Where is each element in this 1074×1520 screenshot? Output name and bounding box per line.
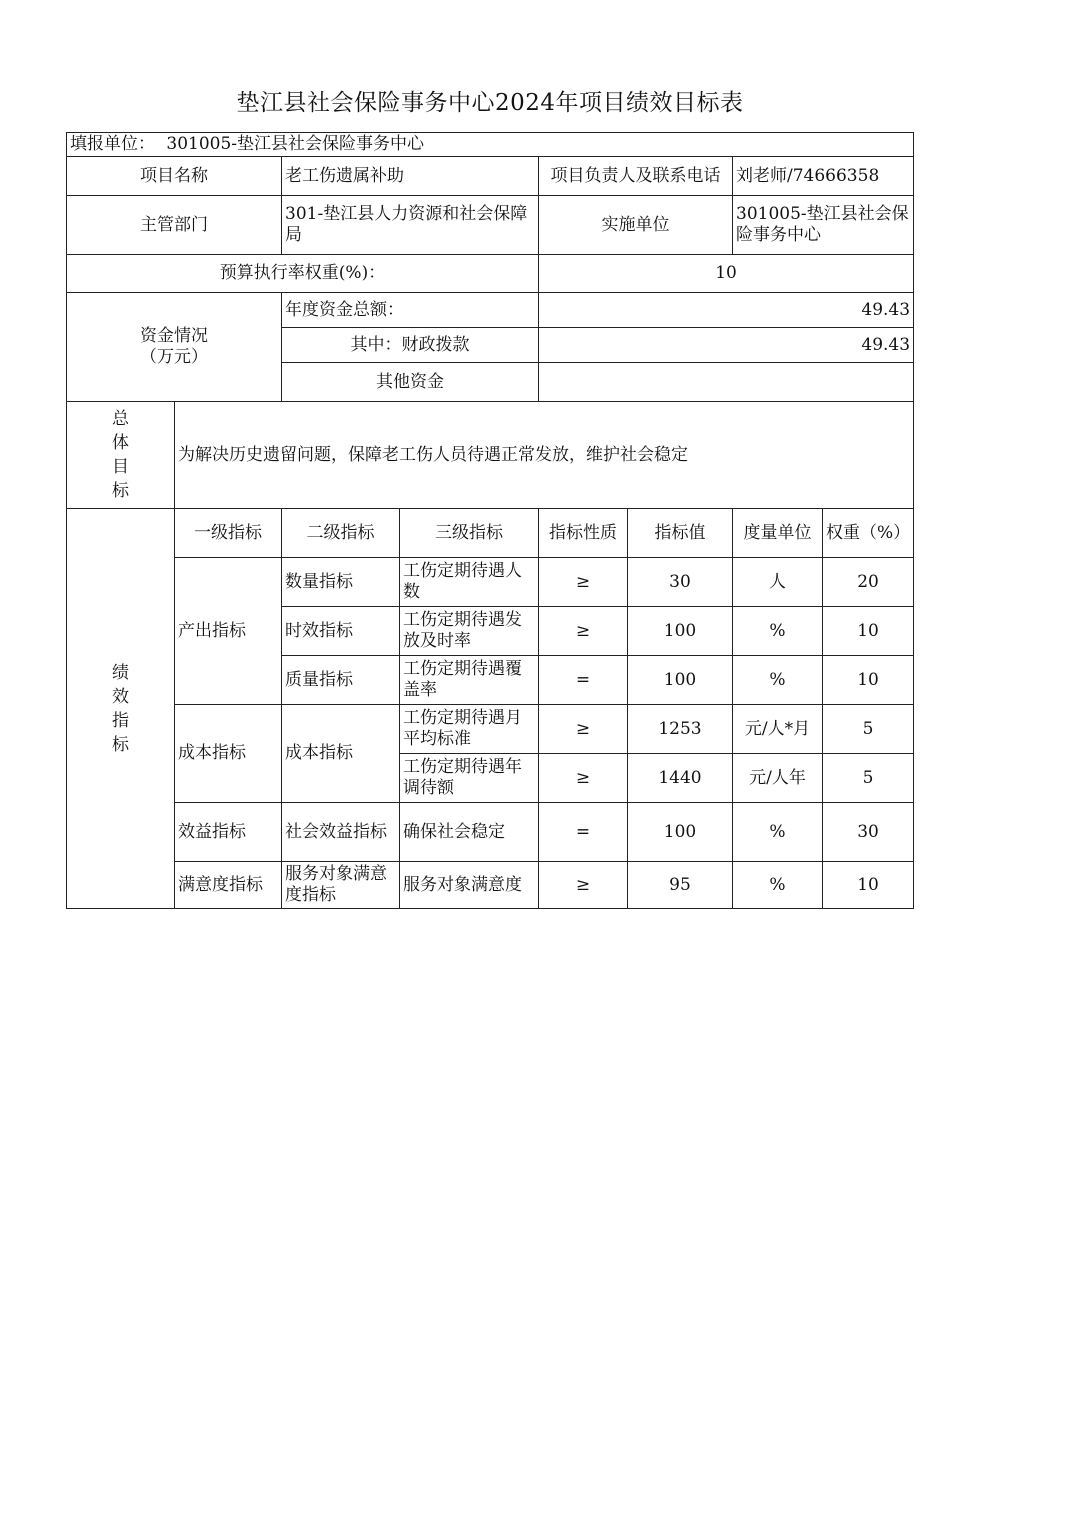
funds-total-label: 年度资金总额：	[282, 293, 539, 328]
fill-unit-value: 301005-垫江县社会保险事务中心	[166, 134, 425, 154]
weight-cell: 10	[823, 656, 914, 705]
level2-cell: 质量指标	[282, 656, 400, 705]
nature-cell: ≥	[539, 705, 628, 754]
unit-cell: 元/人*月	[733, 705, 823, 754]
fill-unit-label: 填报单位：	[70, 134, 155, 154]
budget-weight-label: 预算执行率权重(%)：	[67, 255, 539, 293]
level3-cell: 工伤定期待遇覆盖率	[400, 656, 539, 705]
goal-text: 为解决历史遗留问题，保障老工伤人员待遇正常发放，维护社会稳定	[175, 402, 914, 509]
value-cell: 95	[628, 862, 733, 909]
nature-cell: ≥	[539, 558, 628, 607]
nature-cell: ≥	[539, 754, 628, 803]
contact-value: 刘老师/74666358	[733, 157, 914, 196]
nature-cell: ≥	[539, 607, 628, 656]
level2-cell: 数量指标	[282, 558, 400, 607]
unit-cell: %	[733, 803, 823, 862]
header-unit: 度量单位	[733, 509, 823, 558]
weight-cell: 5	[823, 705, 914, 754]
level2-cost: 成本指标	[282, 705, 400, 803]
funds-fiscal-label: 其中：财政拨款	[282, 328, 539, 363]
funds-fiscal-value: 49.43	[539, 328, 914, 363]
value-cell: 1440	[628, 754, 733, 803]
unit-cell: 人	[733, 558, 823, 607]
page-title: 垫江县社会保险事务中心2024年项目绩效目标表	[236, 90, 744, 116]
goal-label-cell	[67, 402, 175, 509]
impl-value: 301005-垫江县社会保险事务中心	[733, 196, 914, 255]
unit-cell: %	[733, 656, 823, 705]
header-level1: 一级指标	[175, 509, 282, 558]
performance-target-table	[66, 132, 914, 909]
nature-cell: ≥	[539, 862, 628, 909]
header-level2: 二级指标	[282, 509, 400, 558]
value-cell: 1253	[628, 705, 733, 754]
level1-benefit: 效益指标	[175, 803, 282, 862]
contact-label: 项目负责人及联系电话	[539, 157, 733, 196]
indicators-label-cell	[67, 509, 175, 909]
project-name-value: 老工伤遗属补助	[282, 157, 539, 196]
weight-cell: 20	[823, 558, 914, 607]
level2-cell: 时效指标	[282, 607, 400, 656]
funds-label-line2: （万元）	[140, 347, 208, 367]
level3-cell: 确保社会稳定	[400, 803, 539, 862]
weight-cell: 10	[823, 862, 914, 909]
project-name-label: 项目名称	[67, 157, 282, 196]
dept-label: 主管部门	[67, 196, 282, 255]
level3-cell: 工伤定期待遇年调待额	[400, 754, 539, 803]
funds-other-label: 其他资金	[282, 363, 539, 402]
level3-cell: 工伤定期待遇发放及时率	[400, 607, 539, 656]
level1-cost: 成本指标	[175, 705, 282, 803]
value-cell: 100	[628, 607, 733, 656]
value-cell: 100	[628, 656, 733, 705]
header-weight: 权重（%）	[823, 509, 914, 558]
level3-cell: 工伤定期待遇月平均标准	[400, 705, 539, 754]
weight-cell: 10	[823, 607, 914, 656]
value-cell: 30	[628, 558, 733, 607]
indicators-label: 绩效指标	[112, 662, 129, 755]
nature-cell: =	[539, 803, 628, 862]
level1-satisfaction: 满意度指标	[175, 862, 282, 909]
funds-other-value	[539, 363, 914, 402]
level2-cell: 服务对象满意度指标	[282, 862, 400, 909]
unit-cell: %	[733, 862, 823, 909]
goal-label: 总体目标	[112, 409, 129, 501]
level3-cell: 工伤定期待遇人数	[400, 558, 539, 607]
level2-cell: 社会效益指标	[282, 803, 400, 862]
fill-unit-row	[67, 133, 914, 157]
funds-label-line1: 资金情况	[140, 326, 208, 346]
level3-cell: 服务对象满意度	[400, 862, 539, 909]
value-cell: 100	[628, 803, 733, 862]
impl-label: 实施单位	[539, 196, 733, 255]
funds-total-value: 49.43	[539, 293, 914, 328]
level1-output: 产出指标	[175, 558, 282, 705]
budget-weight-value: 10	[539, 255, 914, 293]
header-nature: 指标性质	[539, 509, 628, 558]
weight-cell: 30	[823, 803, 914, 862]
unit-cell: %	[733, 607, 823, 656]
nature-cell: =	[539, 656, 628, 705]
header-value: 指标值	[628, 509, 733, 558]
funds-label	[67, 293, 282, 402]
unit-cell: 元/人年	[733, 754, 823, 803]
header-level3: 三级指标	[400, 509, 539, 558]
weight-cell: 5	[823, 754, 914, 803]
dept-value: 301-垫江县人力资源和社会保障局	[282, 196, 539, 255]
